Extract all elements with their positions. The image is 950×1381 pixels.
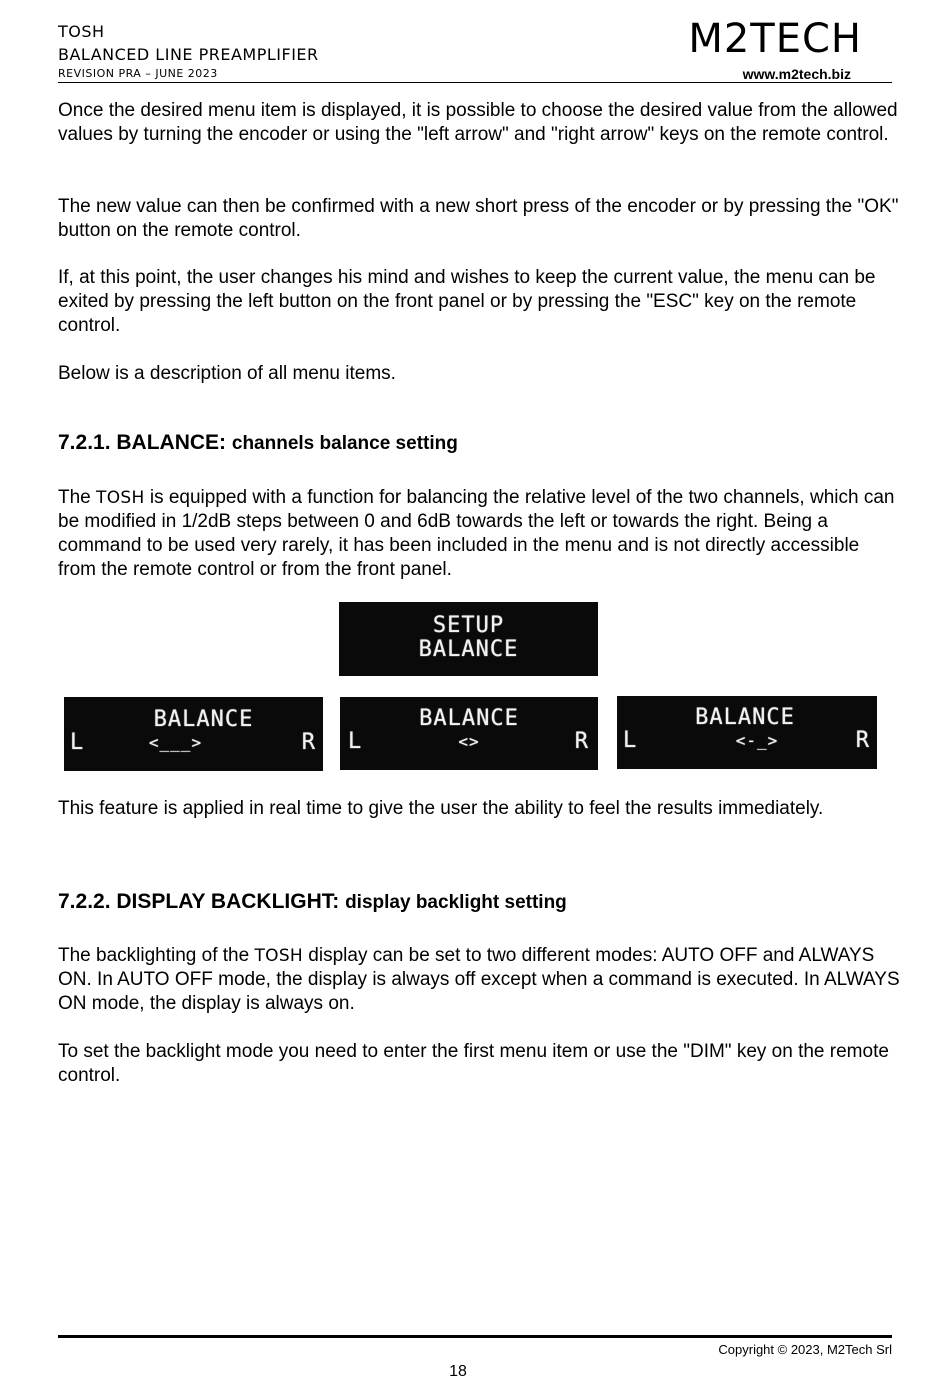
section-title-backlight: 7.2.2. DISPLAY BACKLIGHT:: [58, 890, 340, 913]
footer-divider: [58, 1335, 892, 1338]
lcd-left-channel-label: L: [623, 728, 637, 753]
balance-paragraph-2: This feature is applied in real time to give the user the ability to feel the results immediately.: [58, 798, 824, 819]
lcd-right-channel-label: R: [855, 728, 869, 753]
section-subtitle-balance: channels balance setting: [231, 433, 458, 454]
section-heading-balance: [58, 430, 458, 457]
lcd-balance-title: BALANCE: [695, 705, 795, 730]
section-title-balance: 7.2.1. BALANCE:: [58, 431, 227, 454]
section-subtitle-backlight: display backlight setting: [345, 892, 567, 913]
header-revision: REVISION PRA – JUNE 2023: [58, 67, 218, 80]
brand-name-tosh: TOSH: [96, 488, 145, 508]
intro-paragraph-4: Below is a description of all menu items.: [58, 363, 396, 384]
brand-name-tosh: TOSH: [254, 946, 304, 966]
header-product-name: TOSH: [58, 22, 105, 41]
lcd-balance-indicator: <___>: [148, 733, 203, 752]
intro-paragraph-2: The new value can then be confirmed with a new short press of the encoder or by pressing the "OK" button on the remote control.: [58, 196, 899, 241]
section-heading-backlight: [58, 889, 567, 916]
lcd-balance-right: [617, 696, 877, 769]
backlight-p1-after: display can be set to two different modes: AUTO OFF and ALWAYS ON. In AUTO OFF mode, the display is always off except when a command is executed. In ALWAYS ON mode, the display is always on.: [58, 945, 900, 1014]
backlight-paragraph-2: To set the backlight mode you need to enter the first menu item or use the "DIM" key on the remote control.: [58, 1041, 889, 1086]
balance-p1-after: is equipped with a function for balancing the relative level of the two channels, which can be modified in 1/2dB steps between 0 and 6dB towards the left or towards the right. Being a command to be used very rarely, it has been included in the menu and is not directly accessible from the remote control or from the front panel.: [58, 487, 895, 580]
backlight-p1-before: The backlighting of the: [58, 945, 255, 966]
lcd-right-channel-label: R: [574, 729, 588, 754]
lcd-left-channel-label: L: [70, 730, 84, 755]
lcd-balance-title: BALANCE: [419, 706, 519, 731]
lcd-balance-indicator: <-_>: [735, 731, 779, 750]
backlight-paragraph-1: [58, 944, 900, 1016]
intro-paragraph-1: Once the desired menu item is displayed, it is possible to choose the desired value from the allowed values by turning the encoder or using the "left arrow" and "right arrow" keys on the remote control.: [58, 100, 898, 145]
lcd-balance-center: [340, 697, 598, 770]
lcd-setup-balance: [339, 602, 598, 676]
footer-copyright: Copyright © 2023, M2Tech Srl: [718, 1342, 892, 1357]
lcd-setup-line1: SETUP: [432, 613, 505, 638]
lcd-balance-title: BALANCE: [153, 707, 254, 732]
balance-paragraph-1: [58, 486, 900, 582]
lcd-balance-left: [64, 697, 323, 771]
lcd-left-channel-label: L: [348, 729, 362, 754]
intro-paragraph-3: If, at this point, the user changes his mind and wishes to keep the current value, the menu can be exited by pressing the left button on the front panel or by pressing the "ESC" key on the remote control.: [58, 267, 876, 336]
m2tech-logo: M2TECH: [688, 16, 862, 62]
header-divider: [58, 82, 892, 83]
header-product-subtitle: BALANCED LINE PREAMPLIFIER: [58, 45, 319, 64]
balance-p1-before: The: [58, 487, 97, 508]
header-url: www.m2tech.biz: [742, 66, 851, 82]
lcd-setup-line2: BALANCE: [418, 637, 519, 662]
lcd-balance-indicator: <>: [458, 732, 480, 751]
page-number: 18: [449, 1363, 467, 1380]
lcd-right-channel-label: R: [301, 730, 315, 755]
